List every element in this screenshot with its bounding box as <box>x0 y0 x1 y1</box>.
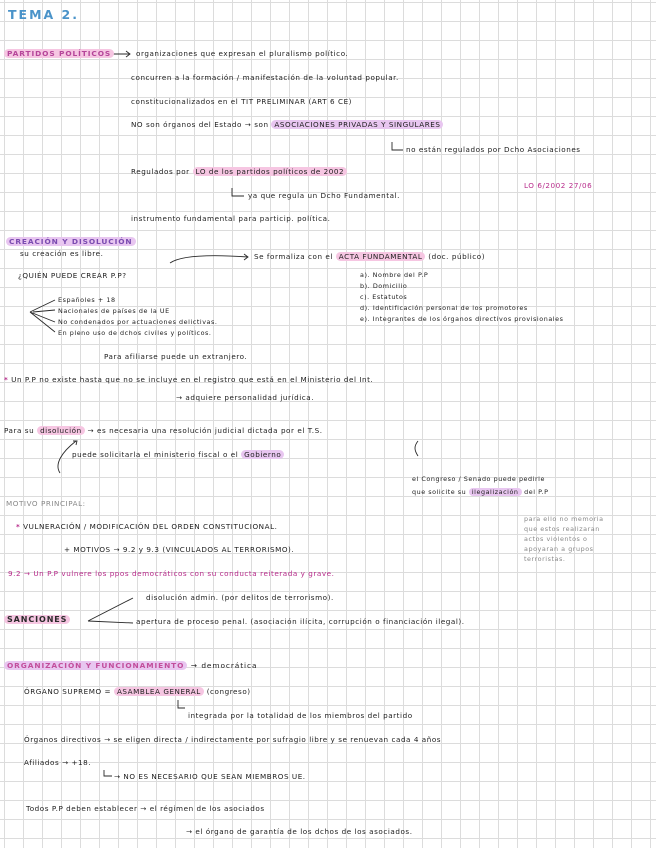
req-item: Españoles + 18 <box>58 296 116 304</box>
section-heading-partidos: PARTIDOS POLÍTICOS <box>4 49 114 59</box>
section-heading-organizacion: ORGANIZACIÓN Y FUNCIONAMIENTO → democrática <box>4 661 257 671</box>
mas-motivos: + MOTIVOS → 9.2 y 9.3 (VINCULADOS AL TERRORISMO). <box>64 545 295 554</box>
law-reference: LO 6/2002 27/06 <box>524 181 593 190</box>
solicitud-line: puede solicitarla el ministerio fiscal o el Gobierno <box>72 450 284 460</box>
acta-item: d). Identificación personal de los promotores <box>360 304 528 312</box>
acta-item: e). Integrantes de los órganos directivos provisionales <box>360 315 564 323</box>
side-note: apoyaran a grupos <box>524 545 594 553</box>
motivo-principal: MOTIVO PRINCIPAL: <box>6 499 86 508</box>
section-heading-creacion: CREACIÓN Y DISOLUCIÓN <box>6 237 136 247</box>
section-heading-sanciones: SANCIONES <box>4 615 70 625</box>
note-no-regulados: no están regulados por Dcho Asociaciones <box>406 145 581 154</box>
registry-line: * Un P.P no existe hasta que no se incluye en el registro que está en el Ministerio del Int. <box>4 375 374 384</box>
req-item: No condenados por actuaciones delictivas. <box>58 318 218 326</box>
page-title: TEMA 2. <box>8 7 79 22</box>
acta-item: a). Nombre del P.P <box>360 271 429 279</box>
todos-pp-line: Todos P.P deben establecer → el régimen de los asociados <box>26 804 265 813</box>
req-item: En pleno uso de dchos civiles y políticos. <box>58 329 212 337</box>
disolucion-line: Para su disolución → es necesaria una resolución judicial dictada por el T.S. <box>4 426 323 435</box>
question-quien: ¿QUIÉN PUEDE CREAR P.P? <box>18 271 127 280</box>
definition-text: organizaciones que expresan el pluralismo político. <box>136 49 349 58</box>
afiliados-ue-note: → NO ES NECESARIO QUE SEAN MIEMBROS UE. <box>114 772 306 781</box>
personalidad-juridica: → adquiere personalidad jurídica. <box>176 393 315 402</box>
req-item: Nacionales de países de la UE <box>58 307 170 315</box>
afiliarse-extranjero: Para afiliarse puede un extranjero. <box>104 352 248 361</box>
note-dcho-fundamental: ya que regula un Dcho Fundamental. <box>248 191 400 200</box>
side-note: para ello no memoria <box>524 515 604 523</box>
bullet-instrumento: instrumento fundamental para particip. política. <box>131 214 331 223</box>
bullet-no-organos: NO son órganos del Estado → son ASOCIACIONES PRIVADAS Y SINGULARES <box>131 120 443 130</box>
acta-item: c). Estatutos <box>360 293 408 301</box>
side-note: terroristas. <box>524 555 566 563</box>
bullet-concurren: concurren a la formación / manifestación de la voluntad popular. <box>131 73 399 82</box>
acta-fundamental-line: Se formaliza con el ACTA FUNDAMENTAL (doc. público) <box>254 252 486 261</box>
integrada-line: integrada por la totalidad de los miembros del partido <box>188 711 413 720</box>
vulneracion-line: * VULNERACIÓN / MODIFICACIÓN DEL ORDEN CONSTITUCIONAL. <box>16 522 278 531</box>
sancion-disolucion: disolución admin. (por delitos de terrorismo). <box>146 593 334 602</box>
organo-garantia: → el órgano de garantía de los dchos de los asociados. <box>186 827 413 836</box>
side-note: actos violentos o <box>524 535 588 543</box>
acta-item: b). Domicilio <box>360 282 408 290</box>
side-note: que estos realizaran <box>524 525 600 533</box>
organos-directivos: Órganos directivos → se eligen directa / indirectamente por sufragio libre y se renuevan cada 4 años <box>24 735 442 744</box>
sancion-proceso-penal: apertura de proceso penal. (asociación ilícita, corrupción o financiación ilegal). <box>136 617 465 626</box>
bullet-constitucionalizados: constitucionalizados en el TIT PRELIMINAR (ART 6 CE) <box>131 97 353 106</box>
ilegalizacion-line: que solicite su ilegalización del P.P <box>412 488 549 496</box>
organo-supremo: ÓRGANO SUPREMO = ASAMBLEA GENERAL (congreso) <box>24 687 251 696</box>
congreso-line: el Congreso / Senado puede pedirle <box>412 475 545 483</box>
art-9-2-line: 9.2 → Un P.P vulnere los ppos democráticos con su conducta reiterada y grave. <box>8 569 335 578</box>
bullet-regulados: Regulados por LO de los partidos políticos de 2002 <box>131 167 347 177</box>
creacion-libre: su creación es libre. <box>20 249 104 258</box>
afiliados-line: Afiliados → +18. <box>24 758 92 767</box>
